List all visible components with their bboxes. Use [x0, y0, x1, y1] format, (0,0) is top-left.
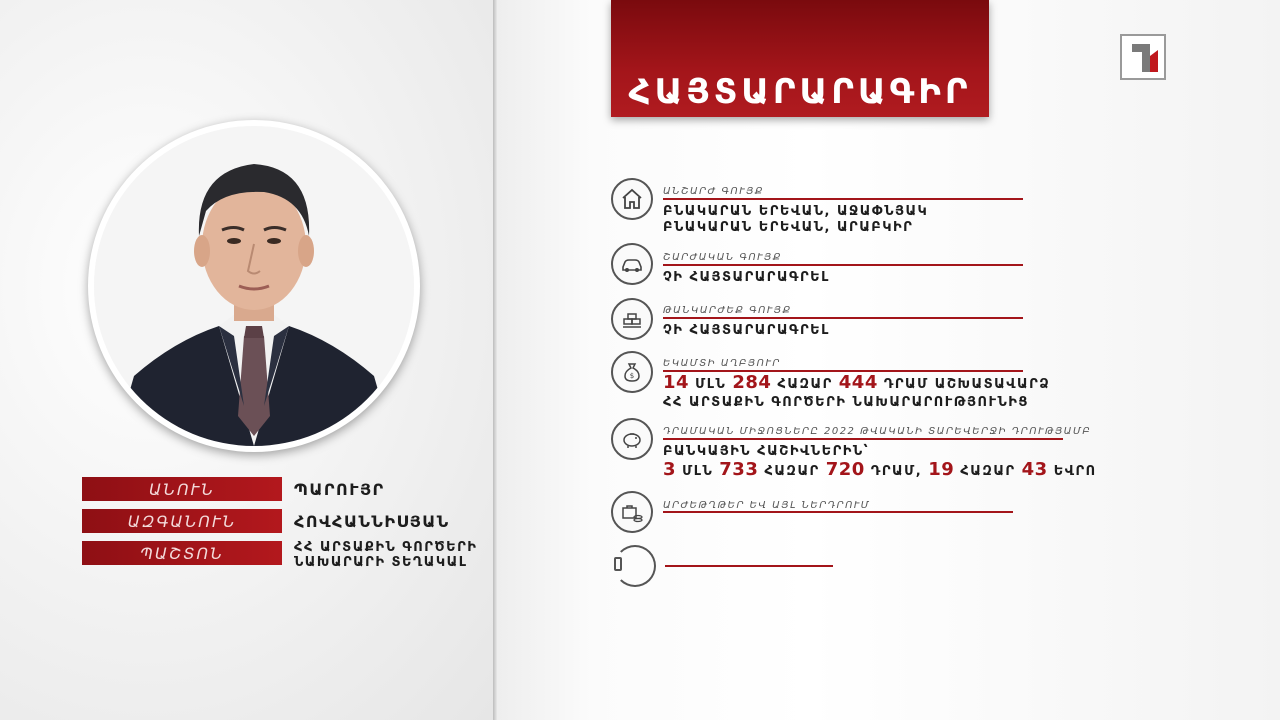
- movable-label: ՇԱՐԺԱԿԱՆ ԳՈՒՅՔ: [663, 252, 782, 263]
- channel-one-icon: [1122, 36, 1164, 78]
- cash-thousands: 733: [719, 459, 759, 480]
- position-label-text: ՊԱՇՏՈՆ: [140, 543, 224, 563]
- cash-millions: 3: [663, 459, 677, 480]
- cash-label: ԴՐԱՄԱԿԱՆ ՄԻՋՈՑՆԵՐԸ 2022 ԹՎԱԿԱՆԻ ՏԱՐԵՎԵՐՋԻ ԴՐՈՒԹՅԱՄԲ: [663, 426, 1092, 437]
- cash-thousands-unit: ՀԱԶԱՐ: [764, 464, 820, 479]
- movable-value: ՉԻ ՀԱՅՏԱՐԱՐԱԳՐԵԼ: [663, 270, 830, 285]
- cash-euro-thousands: 19: [928, 459, 955, 480]
- income-label: ԵԿԱՄՏԻ ԱՂԲՅՈՒՐ: [663, 358, 781, 369]
- real-estate-item-1: ԲՆԱԿԱՐԱՆ ԵՐԵՎԱՆ, ԱՋԱՓՆՅԱԿ: [663, 204, 929, 219]
- channel-logo: [1120, 34, 1166, 80]
- portrait-frame: [88, 120, 420, 452]
- first-name-label-text: ԱՆՈՒՆ: [149, 479, 215, 499]
- income-units: 444: [838, 372, 878, 393]
- briefcase-coins-icon: [611, 491, 653, 533]
- first-name-value: ՊԱՐՈՒՅՐ: [294, 480, 385, 499]
- title-banner: [611, 0, 989, 117]
- real-estate-label: ԱՆՇԱՐԺ ԳՈՒՅՔ: [663, 186, 764, 197]
- position-value-line2: ՆԱԽԱՐԱՐԻ ՏԵՂԱԿԱԼ: [294, 555, 468, 570]
- cash-euro-unit: ԵՎՐՈ: [1053, 464, 1097, 479]
- cash-euro-thousands-unit: ՀԱԶԱՐ: [960, 464, 1016, 479]
- income-amount-line: [663, 372, 1051, 393]
- cash-underline: [663, 438, 1063, 440]
- securities-label: ԱՐԺԵԹՂԹԵՐ ԵՎ ԱՅԼ ՆԵՐԴՐՈՒՄ: [663, 500, 871, 511]
- page-title: ՀԱՅՏԱՐԱՐԱԳԻՐ: [628, 72, 972, 112]
- partial-underline: [665, 565, 833, 567]
- cash-euro-units: 43: [1021, 459, 1048, 480]
- partial-icon: [614, 557, 622, 571]
- income-thousands: 284: [732, 372, 772, 393]
- piggy-bank-icon: [611, 418, 653, 460]
- valuables-label: ԹԱՆԿԱՐԺԵՔ ԳՈՒՅՔ: [663, 305, 792, 316]
- portrait-photo: [94, 126, 414, 446]
- last-name-value: ՀՈՎՀԱՆՆԻՍՅԱՆ: [294, 512, 450, 531]
- house-icon: [611, 178, 653, 220]
- car-icon: [611, 243, 653, 285]
- valuables-underline: [663, 317, 1023, 319]
- position-label: [82, 541, 282, 565]
- valuables-value: ՉԻ ՀԱՅՏԱՐԱՐԱԳՐԵԼ: [663, 323, 830, 338]
- money-bag-icon: [611, 351, 653, 393]
- last-name-label: [82, 509, 282, 533]
- last-name-label-text: ԱԶԳԱՆՈՒՆ: [127, 511, 237, 531]
- real-estate-underline: [663, 198, 1023, 200]
- cash-bank-accounts: ԲԱՆԿԱՅԻՆ ՀԱՇԻՎՆԵՐԻՆ՝: [663, 444, 870, 459]
- securities-underline: [663, 511, 1013, 513]
- cash-units: 720: [825, 459, 865, 480]
- first-name-label: [82, 477, 282, 501]
- cash-dram-unit: ԴՐԱՄ,: [870, 464, 923, 479]
- movable-underline: [663, 264, 1023, 266]
- income-thousands-unit: ՀԱԶԱՐ: [777, 377, 833, 392]
- cash-millions-unit: ՄԼՆ: [682, 464, 714, 479]
- income-source: ՀՀ ԱՐՏԱՔԻՆ ԳՈՐԾԵՐԻ ՆԱԽԱՐԱՐՈՒԹՅՈՒՆԻՑ: [663, 395, 1029, 410]
- person-illustration: [94, 126, 414, 446]
- real-estate-item-2: ԲՆԱԿԱՐԱՆ ԵՐԵՎԱՆ, ԱՐԱԲԿԻՐ: [663, 220, 914, 235]
- income-millions-unit: ՄԼՆ: [695, 377, 727, 392]
- income-millions: 14: [663, 372, 690, 393]
- cash-amount-line: [663, 459, 1097, 480]
- position-value-line1: ՀՀ ԱՐՏԱՔԻՆ ԳՈՐԾԵՐԻ: [294, 540, 478, 555]
- income-type: ԴՐԱՄ ԱՇԽԱՏԱՎԱՐՁ: [883, 377, 1051, 392]
- svg-text:$: $: [629, 372, 635, 380]
- gold-bars-icon: [611, 298, 653, 340]
